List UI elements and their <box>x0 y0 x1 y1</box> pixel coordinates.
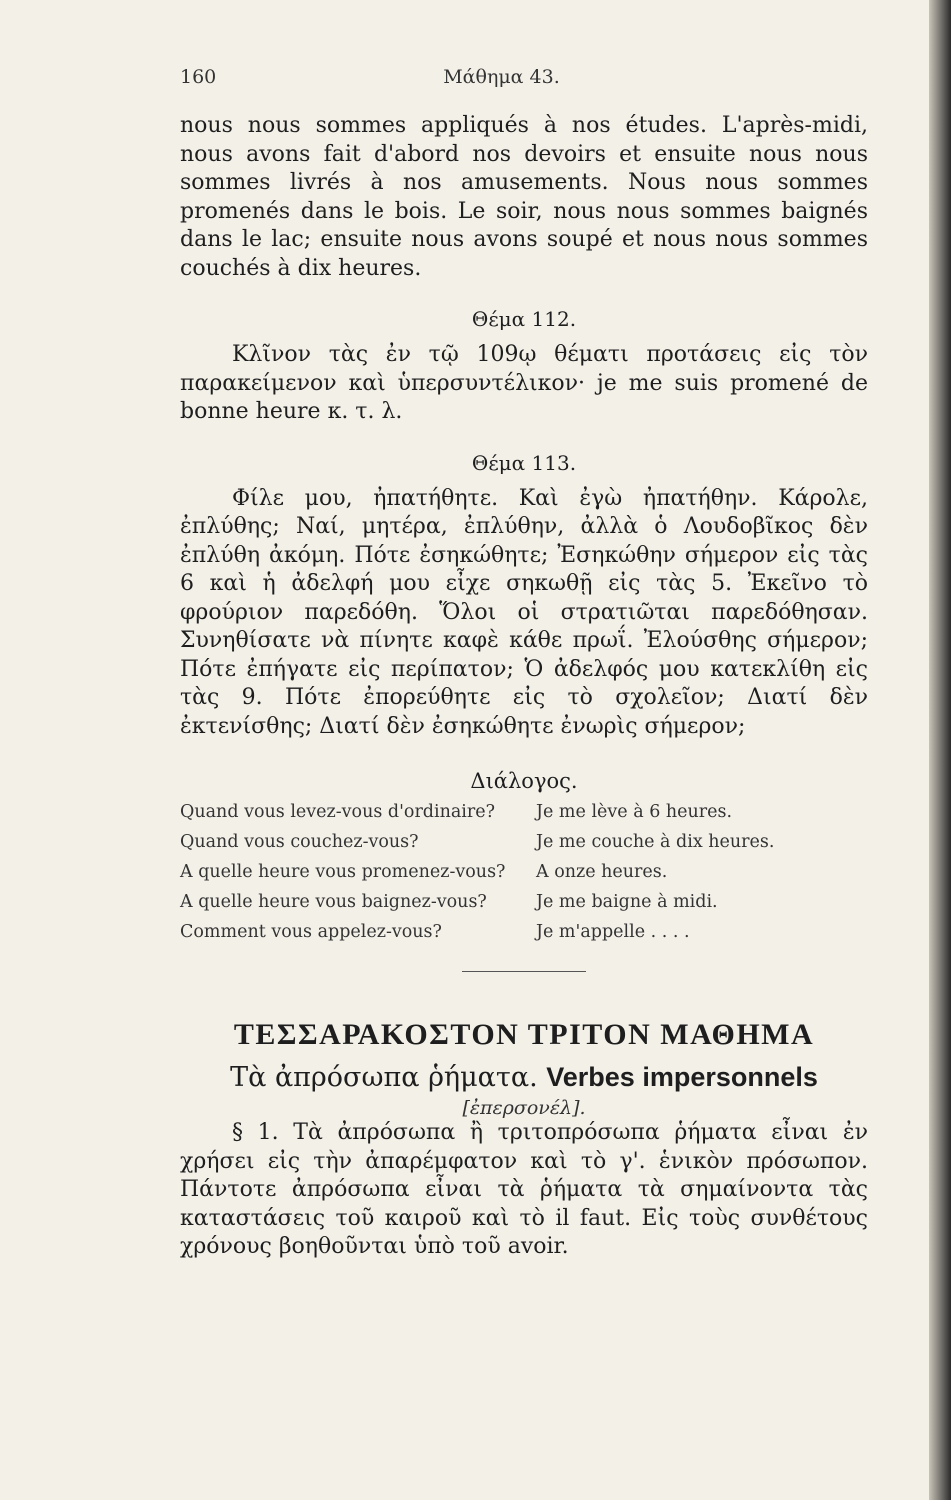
dialogue-question: Quand vous levez-vous d'ordinaire? <box>180 802 496 822</box>
intro-paragraph: nous nous sommes appliqués à nos études. L'après-midi, nous avons fait d'abord nos devoirs et ensuite nous nous sommes livrés à nos amusements. Nous nous sommes promenés dans le bois. Le soir, nous nous sommes baignés dans le lac; ensuite nous avons soupé et nous nous sommes couchés à dix heures. <box>180 113 868 281</box>
dialogue-question: A quelle heure vous baignez-vous? <box>180 892 487 912</box>
dialogue-answer: Je me baigne à midi. <box>536 892 718 912</box>
dialogue-answer: Je me couche à dix heures. <box>536 832 775 852</box>
page-edge-shadow <box>929 0 951 1500</box>
pronunciation-note: [ἐπερσονέλ]. <box>462 1097 586 1119</box>
dialogue-answer: Je me lève à 6 heures. <box>536 802 733 822</box>
dialogue-question: Quand vous couchez-vous? <box>180 832 419 852</box>
lesson-title: ΤΕΣΣΑΡΑΚΟΣΤΟΝ ΤΡΙΤΟΝ ΜΑΘΗΜΑ <box>233 1018 815 1051</box>
dialogue-question: A quelle heure vous promenez-vous? <box>180 862 506 882</box>
running-title: Μάθημα 43. <box>443 66 560 88</box>
dialogue-answer: A onze heures. <box>536 862 668 882</box>
page-body <box>180 112 868 1262</box>
dialogue-title: Διάλογος. <box>470 769 578 793</box>
subtitle-french: Verbes impersonnels <box>546 1062 818 1092</box>
lesson-subtitle <box>180 1062 868 1093</box>
section-1-paragraph: § 1. Τὰ ἀπρόσωπα ἢ τριτοπρόσωπα ῥήματα εἶναι ἐν χρήσει εἰς τὴν ἀπαρέμφατον καὶ τὸ γ'. ἑνικὸν πρόσωπον. Πάντοτε ἀπρόσωπα εἶναι τὰ ῥήματα τὰ σημαίνοντα τὰς καταστάσεις τοῦ καιροῦ καὶ τὸ il faut. Εἰς τοὺς συνθέτους χρόνους βοηθοῦνται ὑπὸ τοῦ avoir. <box>180 1120 868 1259</box>
dialogue-question: Comment vous appelez-vous? <box>180 922 442 942</box>
dialogue-answer: Je m'appelle . . . . <box>536 922 690 942</box>
theme-113-text: Φίλε μου, ἠπατήθητε. Καὶ ἐγὼ ἠπατήθην. Κάρολε, ἐπλύθης; Ναί, μητέρα, ἐπλύθην, ἀλλὰ ὁ Λουδοβῖκος δὲν ἐπλύθη ἀκόμη. Πότε ἐσηκώθητε; Ἐσηκώθην σήμερον εἰς τὰς 6 καὶ ἡ ἀδελφή μου εἶχε σηκωθῇ εἰς τὰς 5. Ἐκεῖνο τὸ φρούριον παρεδόθη. Ὅλοι οἱ στρατιῶται παρεδόθησαν. Συνηθίσατε νὰ πίνητε καφὲ κάθε πρωΐ. Ἐλούσθης σήμερον; Πότε ἐπήγατε εἰς περίπατον; Ὁ ἀδελφός μου κατεκλίθη εἰς τὰς 9. Πότε ἐπορεύθητε εἰς τὸ σχολεῖον; Διατί δὲν ἐκτενίσθης; Διατί δὲν ἐσηκώθητε ἐνωρὶς σήμερον; <box>180 485 868 739</box>
page-number: 160 <box>180 66 217 88</box>
subtitle-greek: Τὰ ἀπρόσωπα ῥήματα. <box>230 1062 538 1093</box>
theme-112-heading: Θέμα 112. <box>471 307 577 331</box>
theme-113-heading: Θέμα 113. <box>471 450 577 475</box>
section-divider <box>462 971 586 972</box>
theme-112-text: Κλῖνον τὰς ἐν τῷ 109ῳ θέματι προτάσεις εἰς τὸν παρακείμενον καὶ ὑπερσυντέλικον· je me suis promené de bonne heure κ. τ. λ. <box>180 342 868 424</box>
dialogue-table <box>180 801 868 943</box>
